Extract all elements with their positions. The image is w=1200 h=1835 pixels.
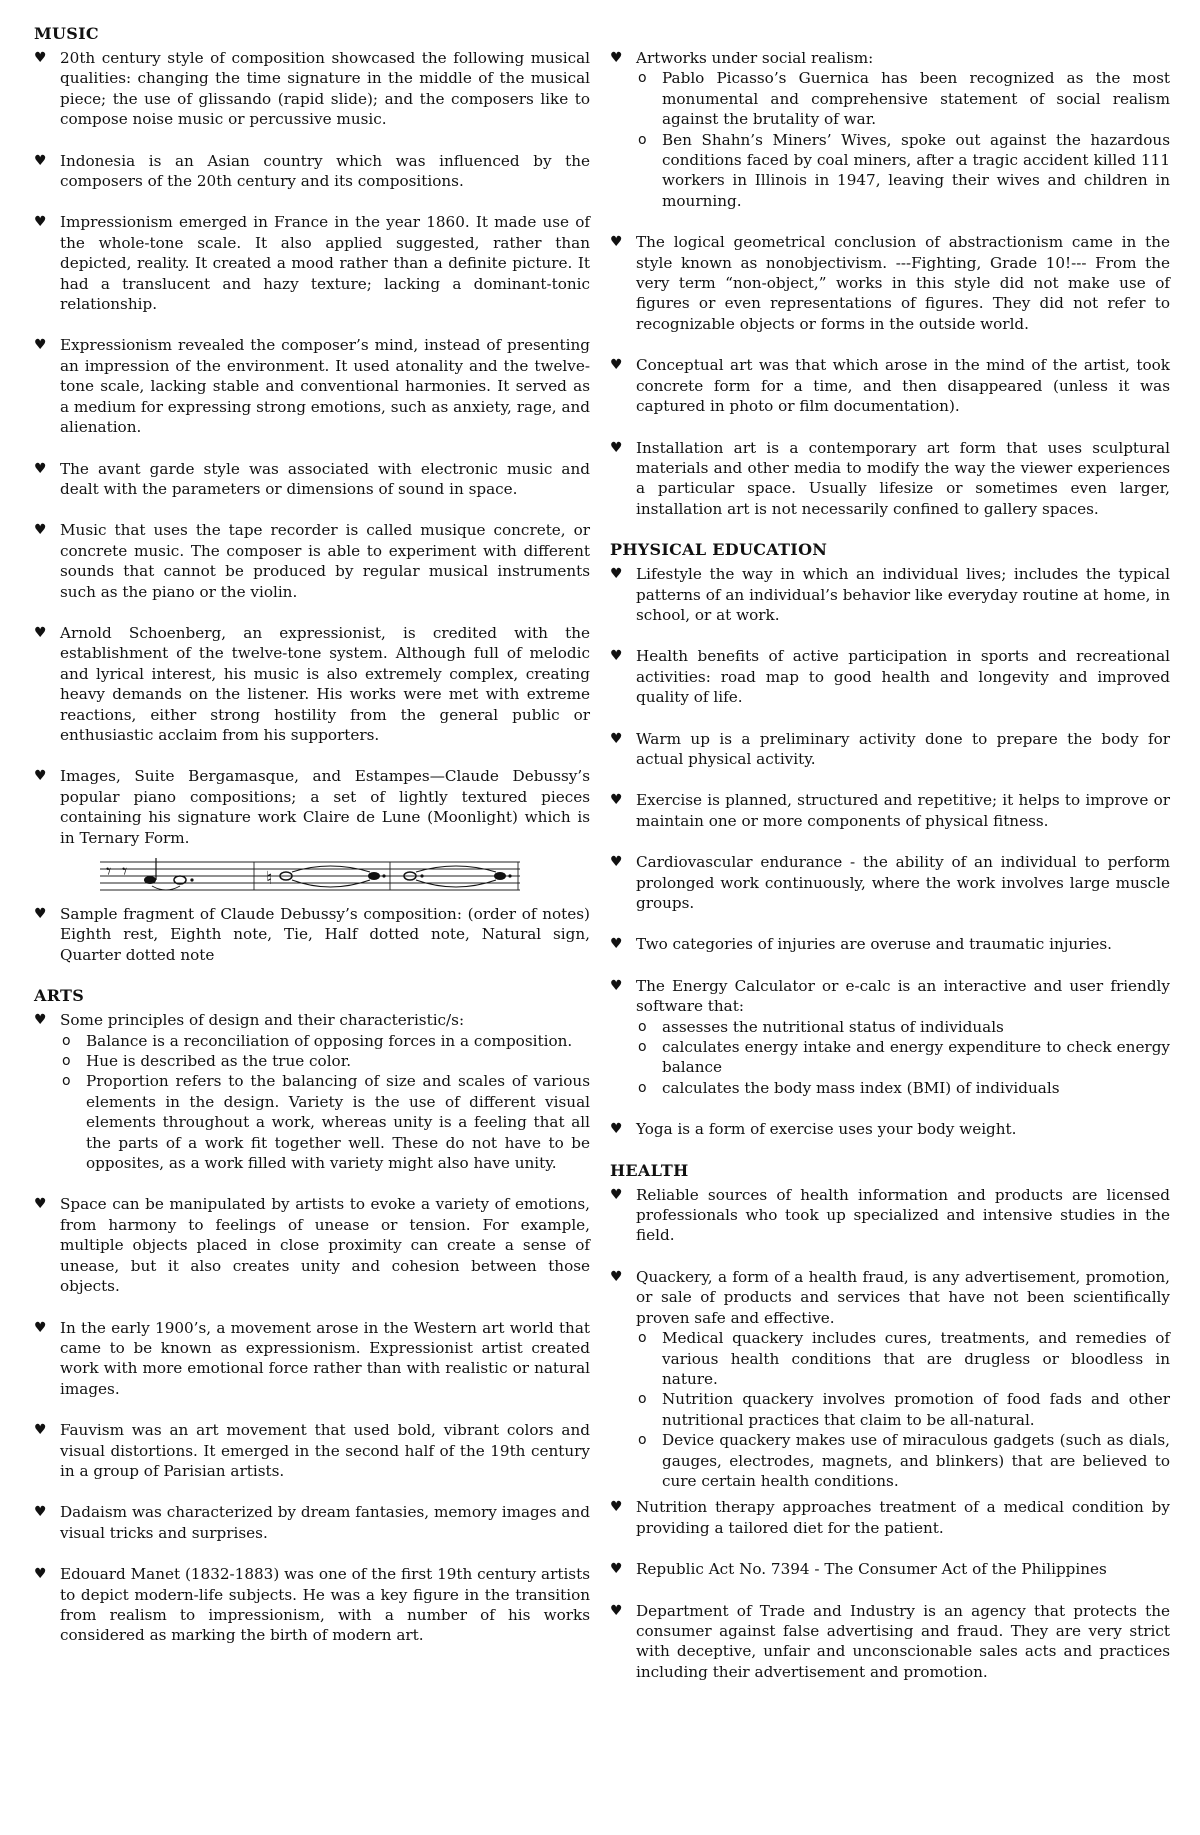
heart-icon: ♥	[610, 357, 623, 374]
heart-icon: ♥	[34, 152, 47, 169]
list-item: ♥ Health benefits of active participation in sports and recreational activities: road map to good health and longevity and improved quality of life.	[610, 647, 1170, 707]
heart-icon: ♥	[610, 792, 623, 809]
heart-icon: ♥	[34, 906, 47, 922]
heart-icon: ♥	[34, 768, 47, 785]
list-item: ♥ Nutrition therapy approaches treatment of a medical condition by providing a tailored diet for the patient.	[610, 1498, 1170, 1537]
list-item: ♥ Arnold Schoenberg, an expressionist, is credited with the establishment of the twelve-tone system. Although full of melodic and lyrical interest, his music is also extremely complex, creating heavy demands on the listener. His works were met with extreme reactions, either strong hostility from the general public or enthusiastic acclaim from his supporters.	[34, 623, 590, 744]
heart-icon: ♥	[34, 624, 47, 641]
heart-icon: ♥	[34, 1012, 47, 1029]
sub-list-item: o Balance is a reconciliation of opposing forces in a composition.	[62, 1031, 573, 1050]
list-item: ♥ Quackery, a form of a health fraud, is any advertisement, promotion, or sale of products and services that have not been scientifically proven safe and effective. o Medical quackery includes cures, treatments, and remedies of various health conditions that are drugless or bloodless in nature. o Nutrition quackery involves promotion of food fads and other nutritional practices that claim to be all-natural. o Device quackery makes use of miraculous gadgets (such as dials, gauges, electrodes, magnets, and blinkers) that are believed to cure certain health conditions.	[610, 1267, 1170, 1490]
heart-icon: ♥	[610, 234, 623, 251]
natural-sign-icon: ♮	[266, 868, 273, 889]
music-list	[34, 48, 590, 965]
list-item: ♥ The logical geometrical conclusion of abstractionism came in the style known as nonobjectivism. ---Fighting, Grade 10!--- From the very term “non-object,” works in this style did not make use of figures or even representations of figures. They did not refer to recognizable objects or forms in the outside world.	[610, 233, 1170, 333]
heart-icon: ♥	[610, 936, 623, 953]
heart-icon: ♥	[610, 1268, 623, 1285]
circle-icon: o	[638, 1432, 647, 1449]
left-column	[34, 24, 590, 1667]
right-column	[610, 48, 1170, 1703]
music-heading: MUSIC	[34, 24, 99, 43]
sub-list-item: o Device quackery makes use of miraculous gadgets (such as dials, gauges, electrodes, magnets, and blinkers) that are believed to cure certain health conditions.	[638, 1431, 1170, 1490]
circle-icon: o	[638, 70, 647, 87]
list-item: ♥ Music that uses the tape recorder is called musique concrete, or concrete music. The composer is able to experiment with different sounds that cannot be produced by regular musical instruments such as the piano or the violin.	[34, 521, 590, 601]
heart-icon: ♥	[610, 1602, 623, 1619]
list-item: ♥ In the early 1900’s, a movement arose in the Western art world that came to be known as expressionism. Expressionist artist created work with more emotional force rather than with realistic or natural images.	[34, 1318, 590, 1398]
list-item: ♥ Yoga is a form of exercise uses your body weight.	[610, 1120, 1017, 1139]
heart-icon: ♥	[610, 854, 623, 871]
ecalc-sublist	[636, 1017, 1170, 1099]
heart-icon: ♥	[34, 522, 47, 539]
list-item: ♥ Two categories of injuries are overuse and traumatic injuries.	[610, 935, 1112, 954]
circle-icon: o	[62, 1073, 71, 1090]
pe-list	[610, 564, 1170, 1140]
social-realism-sublist	[636, 68, 1170, 211]
sub-list-item: o Pablo Picasso’s Guernica has been recognized as the most monumental and comprehensive statement of social realism against the brutality of war.	[638, 69, 1170, 129]
list-item: ♥ Expressionism revealed the composer’s mind, instead of presenting an impression of the environment. It used atonality and the twelve-tone scale, lacking stable and conventional harmonies. It served as a medium for expressing strong emotions, such as anxiety, rage, and alienation.	[34, 336, 590, 437]
heart-icon: ♥	[34, 1422, 47, 1439]
circle-icon: o	[62, 1053, 71, 1070]
list-item: ♥ The avant garde style was associated with electronic music and dealt with the parameters or dimensions of sound in space.	[34, 459, 590, 498]
eighth-note-icon	[144, 876, 156, 884]
page	[34, 24, 1170, 1824]
circle-icon: o	[638, 1079, 647, 1096]
arts-continued-list	[610, 48, 1170, 519]
health-heading: HEALTH	[610, 1160, 689, 1180]
heart-icon: ♥	[610, 1561, 623, 1578]
music-staff-fragment	[100, 854, 520, 898]
quarter-dotted-note-icon	[494, 872, 506, 880]
list-item: ♥ Indonesia is an Asian country which was influenced by the composers of the 20th century and its compositions.	[34, 151, 590, 191]
principles-sublist	[60, 1031, 590, 1174]
circle-icon: o	[638, 1391, 647, 1408]
circle-icon: o	[62, 1032, 71, 1049]
arts-heading: ARTS	[34, 986, 85, 1006]
heart-icon: ♥	[34, 337, 47, 354]
sub-list-item: o calculates energy intake and energy expenditure to check energy balance	[638, 1038, 1170, 1077]
list-item: ♥ Dadaism was characterized by dream fantasies, memory images and visual tricks and surprises.	[34, 1503, 590, 1542]
list-item: ♥ Images, Suite Bergamasque, and Estampes—Claude Debussy’s popular piano compositions; a set of lightly textured pieces containing his signature work Claire de Lune (Moonlight) which is in Ternary Form. 𝄾 𝄾 ♮	[34, 766, 590, 898]
heart-icon: ♥	[34, 1504, 47, 1521]
list-item: ♥ Exercise is planned, structured and repetitive; it helps to improve or maintain one or more components of physical fitness.	[610, 791, 1170, 830]
heart-icon: ♥	[610, 1499, 623, 1516]
heart-icon: ♥	[34, 460, 47, 477]
heart-icon: ♥	[610, 50, 623, 66]
heart-icon: ♥	[610, 1121, 623, 1138]
circle-icon: o	[638, 1018, 647, 1035]
sub-list-item: o calculates the body mass index (BMI) of individuals	[638, 1078, 1060, 1097]
list-item: ♥ Sample fragment of Claude Debussy’s composition: (order of notes) Eighth rest, Eighth note, Tie, Half dotted note, Natural sign, Quarter dotted note	[34, 905, 590, 964]
sub-list-item: o Proportion refers to the balancing of size and scales of various elements in the design. Variety is the use of different visual elements throughout a work, whereas unity is a feeling that all the parts of a work fit together well. These do not have to be opposites, as a work filled with variety might also have unity.	[62, 1072, 590, 1173]
heart-icon: ♥	[610, 1186, 623, 1203]
circle-icon: o	[638, 131, 647, 148]
heart-icon: ♥	[610, 439, 623, 456]
quackery-sublist	[636, 1328, 1170, 1491]
circle-icon: o	[638, 1330, 647, 1347]
heart-icon: ♥	[34, 50, 47, 66]
list-item: ♥ Some principles of design and their characteristic/s: o Balance is a reconciliation of opposing forces in a composition. o Hue is described as the true color. o Proportion refers to the balancing of size and scales of various elements in the design. Variety is the use of different visual elements throughout a work, whereas unity is a feeling that all the parts of a work fit together well. These do not have to be opposites, as a work filled with variety might also have unity.	[34, 1011, 590, 1173]
heart-icon: ♥	[34, 214, 47, 231]
list-item: ♥ Artworks under social realism: o Pablo Picasso’s Guernica has been recognized as the most monumental and comprehensive statement of social realism against the brutality of war. o Ben Shahn’s Miners’ Wives, spoke out against the hazardous conditions faced by coal miners, after a tragic accident killed 111 workers in Illinois in 1947, leaving their wives and children in mourning.	[610, 49, 1170, 210]
circle-icon: o	[638, 1039, 647, 1056]
heart-icon: ♥	[34, 1196, 47, 1213]
sub-list-item: o assesses the nutritional status of individuals	[638, 1017, 1004, 1036]
list-item: ♥ Conceptual art was that which arose in the mind of the artist, took concrete form for a time, and then disappeared (unless it was captured in photo or film documentation).	[610, 356, 1170, 416]
quarter-dotted-note-icon	[368, 872, 380, 880]
list-item: ♥ 20th century style of composition showcased the following musical qualities: changing the time signature in the middle of the musical piece; the use of glissando (rapid slide); and the composers like to compose noise music or percussive music.	[34, 49, 590, 129]
heart-icon: ♥	[34, 1319, 47, 1336]
health-list	[610, 1185, 1170, 1683]
sub-list-item: o Hue is described as the true color.	[62, 1052, 352, 1071]
heart-icon: ♥	[610, 730, 623, 747]
list-item: ♥ Lifestyle the way in which an individual lives; includes the typical patterns of an individual’s behavior like everyday routine at home, in school, or at work.	[610, 565, 1170, 624]
list-item: ♥ Impressionism emerged in France in the year 1860. It made use of the whole-tone scale. It also applied suggested, rather than depicted, reality. It created a mood rather than a definite picture. It had a translucent and hazy texture; lacking a dominant-tonic relationship.	[34, 213, 590, 314]
sub-list-item: o Medical quackery includes cures, treatments, and remedies of various health conditions that are drugless or bloodless in nature.	[638, 1329, 1170, 1388]
pe-heading: PHYSICAL EDUCATION	[610, 540, 828, 560]
eighth-rest-icon: 𝄾	[106, 859, 112, 883]
list-item: ♥ The Energy Calculator or e-calc is an interactive and user friendly software that: o assesses the nutritional status of individuals o calculates energy intake and energy expenditure to check energy balance o calculates the body mass index (BMI) of individuals	[610, 976, 1170, 1097]
heart-icon: ♥	[610, 566, 623, 583]
heart-icon: ♥	[34, 1566, 47, 1583]
list-item: ♥ Republic Act No. 7394 - The Consumer Act of the Philippines	[610, 1560, 1107, 1579]
sub-list-item: o Ben Shahn’s Miners’ Wives, spoke out against the hazardous conditions faced by coal miners, after a tragic accident killed 111 workers in Illinois in 1947, leaving their wives and children in mourning.	[638, 130, 1170, 210]
sub-list-item: o Nutrition quackery involves promotion of food fads and other nutritional practices that claim to be all-natural.	[638, 1390, 1170, 1429]
eighth-rest-icon: 𝄾	[122, 859, 128, 883]
heart-icon: ♥	[610, 648, 623, 665]
list-item: ♥ Installation art is a contemporary art form that uses sculptural materials and other media to modify the way the viewer experiences a particular space. Usually lifesize or sometimes even larger, installation art is not necessarily confined to gallery spaces.	[610, 438, 1170, 518]
list-item: ♥ Reliable sources of health information and products are licensed professionals who took up specialized and intensive studies in the field.	[610, 1185, 1170, 1245]
list-item: ♥ Fauvism was an art movement that used bold, vibrant colors and visual distortions. It emerged in the second half of the 19th century in a group of Parisian artists.	[34, 1421, 590, 1480]
arts-list	[34, 1010, 590, 1646]
list-item: ♥ Edouard Manet (1832-1883) was one of the first 19th century artists to depict modern-life subjects. He was a key figure in the transition from realism to impressionism, with a number of his works considered as marking the birth of modern art.	[34, 1565, 590, 1645]
list-item: ♥ Cardiovascular endurance - the ability of an individual to perform prolonged work continuously, where the work involves large muscle groups.	[610, 853, 1170, 912]
list-item: ♥ Warm up is a preliminary activity done to prepare the body for actual physical activity.	[610, 729, 1170, 768]
heart-icon: ♥	[610, 977, 623, 994]
list-item: ♥ Space can be manipulated by artists to evoke a variety of emotions, from harmony to feelings of unease or tension. For example, multiple objects placed in close proximity can create a sense of unease, but it also creates unity and cohesion between those objects.	[34, 1195, 590, 1296]
list-item: ♥ Department of Trade and Industry is an agency that protects the consumer against false advertising and fraud. They are very strict with deceptive, unfair and unconscionable sales acts and practices including their advertisement and promotion.	[610, 1601, 1170, 1681]
